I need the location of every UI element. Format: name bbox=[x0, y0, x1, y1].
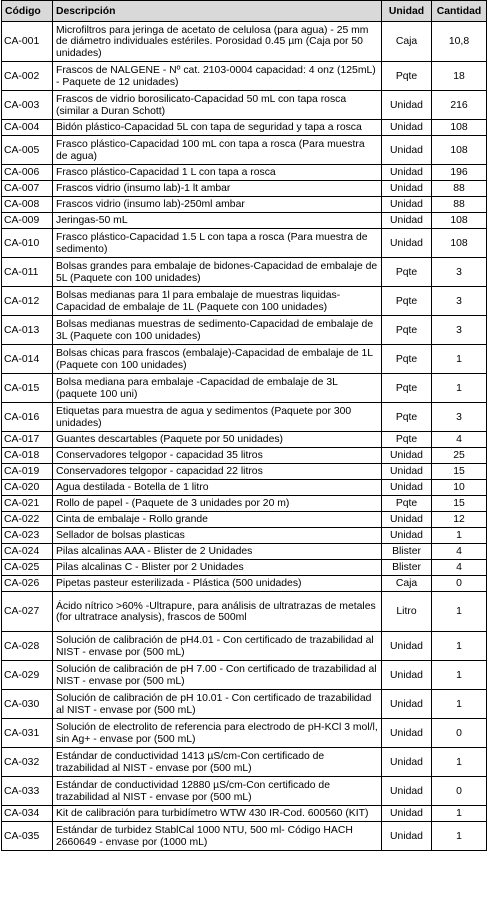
table-row bbox=[2, 258, 487, 287]
item-unit: Unidad bbox=[382, 777, 432, 806]
item-code: CA-025 bbox=[2, 560, 53, 576]
item-quantity: 108 bbox=[432, 136, 487, 165]
table-row bbox=[2, 806, 487, 822]
item-quantity: 4 bbox=[432, 560, 487, 576]
item-description: Conservadores telgopor - capacidad 22 litros bbox=[53, 464, 382, 480]
item-quantity: 1 bbox=[432, 748, 487, 777]
table-row bbox=[2, 213, 487, 229]
item-description: Solución de calibración de pH4.01 - Con certificado de trazabilidad al NIST - envase por (500 mL) bbox=[53, 632, 382, 661]
table-row bbox=[2, 690, 487, 719]
item-description: Rollo de papel - (Paquete de 3 unidades por 20 m) bbox=[53, 496, 382, 512]
item-quantity: 10 bbox=[432, 480, 487, 496]
table-row bbox=[2, 22, 487, 62]
table-row bbox=[2, 91, 487, 120]
item-code: CA-012 bbox=[2, 287, 53, 316]
table-row bbox=[2, 496, 487, 512]
item-description: Bolsas grandes para embalaje de bidones-Capacidad de embalaje de 5L (Paquete con 100 unidades) bbox=[53, 258, 382, 287]
table-row bbox=[2, 544, 487, 560]
table-row bbox=[2, 432, 487, 448]
item-description: Guantes descartables (Paquete por 50 unidades) bbox=[53, 432, 382, 448]
item-code: CA-017 bbox=[2, 432, 53, 448]
item-quantity: 88 bbox=[432, 181, 487, 197]
table-body bbox=[2, 22, 487, 851]
table-row bbox=[2, 181, 487, 197]
item-quantity: 1 bbox=[432, 822, 487, 851]
table-row bbox=[2, 62, 487, 91]
table-row bbox=[2, 374, 487, 403]
item-code: CA-031 bbox=[2, 719, 53, 748]
table-row bbox=[2, 777, 487, 806]
item-unit: Pqte bbox=[382, 403, 432, 432]
item-unit: Unidad bbox=[382, 448, 432, 464]
item-unit: Pqte bbox=[382, 258, 432, 287]
item-description: Pilas alcalinas AAA - Blister de 2 Unidades bbox=[53, 544, 382, 560]
item-quantity: 3 bbox=[432, 403, 487, 432]
item-description: Bidón plástico-Capacidad 5L con tapa de seguridad y tapa a rosca bbox=[53, 120, 382, 136]
item-quantity: 108 bbox=[432, 120, 487, 136]
item-unit: Unidad bbox=[382, 661, 432, 690]
item-description: Kit de calibración para turbidímetro WTW 430 IR-Cod. 600560 (KIT) bbox=[53, 806, 382, 822]
item-description: Solución de calibración de pH 10.01 - Con certificado de trazabilidad al NIST - envase por (500 mL) bbox=[53, 690, 382, 719]
item-code: CA-021 bbox=[2, 496, 53, 512]
item-code: CA-035 bbox=[2, 822, 53, 851]
item-description: Agua destilada - Botella de 1 litro bbox=[53, 480, 382, 496]
item-code: CA-023 bbox=[2, 528, 53, 544]
item-code: CA-024 bbox=[2, 544, 53, 560]
header-quantity: Cantidad bbox=[432, 1, 487, 22]
item-code: CA-001 bbox=[2, 22, 53, 62]
item-description: Bolsa mediana para embalaje -Capacidad de embalaje de 3L (paquete 100 uni) bbox=[53, 374, 382, 403]
item-unit: Unidad bbox=[382, 165, 432, 181]
item-code: CA-020 bbox=[2, 480, 53, 496]
item-quantity: 1 bbox=[432, 690, 487, 719]
item-unit: Unidad bbox=[382, 120, 432, 136]
header-row bbox=[2, 1, 487, 22]
item-code: CA-007 bbox=[2, 181, 53, 197]
item-description: Frascos vidrio (insumo lab)-250ml ambar bbox=[53, 197, 382, 213]
item-quantity: 1 bbox=[432, 592, 487, 632]
item-quantity: 1 bbox=[432, 632, 487, 661]
item-description: Bolsas medianas para 1l para embalaje de muestras liquidas-Capacidad de embalaje de 1L (Paquete con 100 unidades) bbox=[53, 287, 382, 316]
item-unit: Unidad bbox=[382, 181, 432, 197]
item-description: Frasco plástico-Capacidad 1 L con tapa a rosca bbox=[53, 165, 382, 181]
item-description: Pipetas pasteur esterilizada - Plástica (500 unidades) bbox=[53, 576, 382, 592]
item-quantity: 10,8 bbox=[432, 22, 487, 62]
item-unit: Unidad bbox=[382, 528, 432, 544]
table-row bbox=[2, 576, 487, 592]
item-unit: Unidad bbox=[382, 632, 432, 661]
item-quantity: 3 bbox=[432, 258, 487, 287]
item-unit: Pqte bbox=[382, 374, 432, 403]
item-quantity: 1 bbox=[432, 528, 487, 544]
item-unit: Pqte bbox=[382, 62, 432, 91]
table-row bbox=[2, 528, 487, 544]
item-unit: Caja bbox=[382, 22, 432, 62]
item-quantity: 4 bbox=[432, 432, 487, 448]
item-description: Solución de electrolito de referencia para electrodo de pH-KCl 3 mol/l, sin Ag+ - envase por (500 mL) bbox=[53, 719, 382, 748]
item-unit: Unidad bbox=[382, 464, 432, 480]
item-unit: Unidad bbox=[382, 822, 432, 851]
item-description: Bolsas chicas para frascos (embalaje)-Capacidad de embalaje de 1L (Paquete con 100 unidades) bbox=[53, 345, 382, 374]
item-quantity: 25 bbox=[432, 448, 487, 464]
item-unit: Pqte bbox=[382, 496, 432, 512]
item-unit: Unidad bbox=[382, 480, 432, 496]
item-code: CA-033 bbox=[2, 777, 53, 806]
item-code: CA-030 bbox=[2, 690, 53, 719]
item-unit: Unidad bbox=[382, 806, 432, 822]
item-quantity: 3 bbox=[432, 316, 487, 345]
item-quantity: 12 bbox=[432, 512, 487, 528]
table-row bbox=[2, 403, 487, 432]
item-quantity: 0 bbox=[432, 719, 487, 748]
item-description: Frascos vidrio (insumo lab)-1 lt ambar bbox=[53, 181, 382, 197]
item-code: CA-005 bbox=[2, 136, 53, 165]
item-unit: Unidad bbox=[382, 719, 432, 748]
item-quantity: 1 bbox=[432, 345, 487, 374]
item-code: CA-029 bbox=[2, 661, 53, 690]
item-unit: Caja bbox=[382, 576, 432, 592]
item-unit: Unidad bbox=[382, 229, 432, 258]
table-row bbox=[2, 464, 487, 480]
table-row bbox=[2, 120, 487, 136]
item-unit: Unidad bbox=[382, 512, 432, 528]
item-code: CA-034 bbox=[2, 806, 53, 822]
item-description: Estándar de conductividad 12880 µS/cm-Con certificado de trazabilidad al NIST - envase por (500 mL) bbox=[53, 777, 382, 806]
item-unit: Unidad bbox=[382, 213, 432, 229]
item-code: CA-027 bbox=[2, 592, 53, 632]
item-description: Ácido nítrico >60% -Ultrapure, para análisis de ultratrazas de metales (for ultratrace analysis), frascos de 500ml bbox=[53, 592, 382, 632]
item-description: Frascos de vidrio borosilicato-Capacidad 50 mL con tapa rosca (similar a Duran Schott) bbox=[53, 91, 382, 120]
table-row bbox=[2, 316, 487, 345]
item-description: Frasco plástico-Capacidad 1.5 L con tapa a rosca (Para muestra de sedimento) bbox=[53, 229, 382, 258]
item-quantity: 3 bbox=[432, 287, 487, 316]
table-row bbox=[2, 165, 487, 181]
table-row bbox=[2, 287, 487, 316]
item-quantity: 216 bbox=[432, 91, 487, 120]
item-description: Sellador de bolsas plasticas bbox=[53, 528, 382, 544]
item-code: CA-014 bbox=[2, 345, 53, 374]
item-description: Frascos de NALGENE - Nº cat. 2103-0004 capacidad: 4 onz (125mL) - Paquete de 12 unidades) bbox=[53, 62, 382, 91]
item-code: CA-013 bbox=[2, 316, 53, 345]
table-row bbox=[2, 480, 487, 496]
item-unit: Blister bbox=[382, 560, 432, 576]
item-code: CA-008 bbox=[2, 197, 53, 213]
item-unit: Unidad bbox=[382, 690, 432, 719]
item-description: Microfiltros para jeringa de acetato de celulosa (para agua) - 25 mm de diámetro individuales estériles. Porosidad 0.45 µm (Caja por 50 unidades) bbox=[53, 22, 382, 62]
item-quantity: 108 bbox=[432, 229, 487, 258]
item-code: CA-018 bbox=[2, 448, 53, 464]
item-description: Estándar de conductividad 1413 µS/cm-Con certificado de trazabilidad al NIST - envase por (500 mL) bbox=[53, 748, 382, 777]
table-row bbox=[2, 592, 487, 632]
item-description: Conservadores telgopor - capacidad 35 litros bbox=[53, 448, 382, 464]
item-code: CA-011 bbox=[2, 258, 53, 287]
table-row bbox=[2, 719, 487, 748]
item-quantity: 4 bbox=[432, 544, 487, 560]
table-row bbox=[2, 345, 487, 374]
table-row bbox=[2, 632, 487, 661]
item-unit: Pqte bbox=[382, 287, 432, 316]
item-unit: Unidad bbox=[382, 136, 432, 165]
item-unit: Unidad bbox=[382, 91, 432, 120]
item-description: Frasco plástico-Capacidad 100 mL con tapa a rosca (Para muestra de agua) bbox=[53, 136, 382, 165]
item-code: CA-026 bbox=[2, 576, 53, 592]
table-row bbox=[2, 197, 487, 213]
item-unit: Blister bbox=[382, 544, 432, 560]
item-code: CA-002 bbox=[2, 62, 53, 91]
item-code: CA-022 bbox=[2, 512, 53, 528]
item-code: CA-003 bbox=[2, 91, 53, 120]
table-row bbox=[2, 229, 487, 258]
item-unit: Unidad bbox=[382, 748, 432, 777]
header-code: Código bbox=[2, 1, 53, 22]
item-unit: Unidad bbox=[382, 197, 432, 213]
item-code: CA-016 bbox=[2, 403, 53, 432]
item-description: Bolsas medianas muestras de sedimento-Capacidad de embalaje de 3L (Paquete con 100 unidades) bbox=[53, 316, 382, 345]
item-description: Solución de calibración de pH 7.00 - Con certificado de trazabilidad al NIST - envase por (500 mL) bbox=[53, 661, 382, 690]
item-description: Pilas alcalinas C - Blister por 2 Unidades bbox=[53, 560, 382, 576]
table-row bbox=[2, 448, 487, 464]
item-code: CA-032 bbox=[2, 748, 53, 777]
table-row bbox=[2, 560, 487, 576]
supplies-table bbox=[1, 0, 487, 851]
item-unit: Pqte bbox=[382, 316, 432, 345]
item-quantity: 0 bbox=[432, 777, 487, 806]
item-description: Cinta de embalaje - Rollo grande bbox=[53, 512, 382, 528]
item-quantity: 15 bbox=[432, 496, 487, 512]
table-row bbox=[2, 136, 487, 165]
item-description: Estándar de turbidez StablCal 1000 NTU, 500 ml- Código HACH 2660649 - envase por (1000 mL) bbox=[53, 822, 382, 851]
item-description: Etiquetas para muestra de agua y sedimentos (Paquete por 300 unidades) bbox=[53, 403, 382, 432]
item-quantity: 88 bbox=[432, 197, 487, 213]
item-quantity: 108 bbox=[432, 213, 487, 229]
item-code: CA-028 bbox=[2, 632, 53, 661]
item-code: CA-004 bbox=[2, 120, 53, 136]
table-row bbox=[2, 512, 487, 528]
item-description: Jeringas-50 mL bbox=[53, 213, 382, 229]
item-unit: Litro bbox=[382, 592, 432, 632]
item-quantity: 1 bbox=[432, 661, 487, 690]
item-code: CA-006 bbox=[2, 165, 53, 181]
item-quantity: 18 bbox=[432, 62, 487, 91]
header-unit: Unidad bbox=[382, 1, 432, 22]
item-code: CA-019 bbox=[2, 464, 53, 480]
item-code: CA-010 bbox=[2, 229, 53, 258]
item-quantity: 0 bbox=[432, 576, 487, 592]
table-row bbox=[2, 748, 487, 777]
header-description: Descripción bbox=[53, 1, 382, 22]
item-unit: Pqte bbox=[382, 345, 432, 374]
item-quantity: 15 bbox=[432, 464, 487, 480]
item-quantity: 1 bbox=[432, 806, 487, 822]
item-unit: Pqte bbox=[382, 432, 432, 448]
item-code: CA-015 bbox=[2, 374, 53, 403]
table-row bbox=[2, 822, 487, 851]
table-row bbox=[2, 661, 487, 690]
item-quantity: 196 bbox=[432, 165, 487, 181]
item-quantity: 1 bbox=[432, 374, 487, 403]
item-code: CA-009 bbox=[2, 213, 53, 229]
